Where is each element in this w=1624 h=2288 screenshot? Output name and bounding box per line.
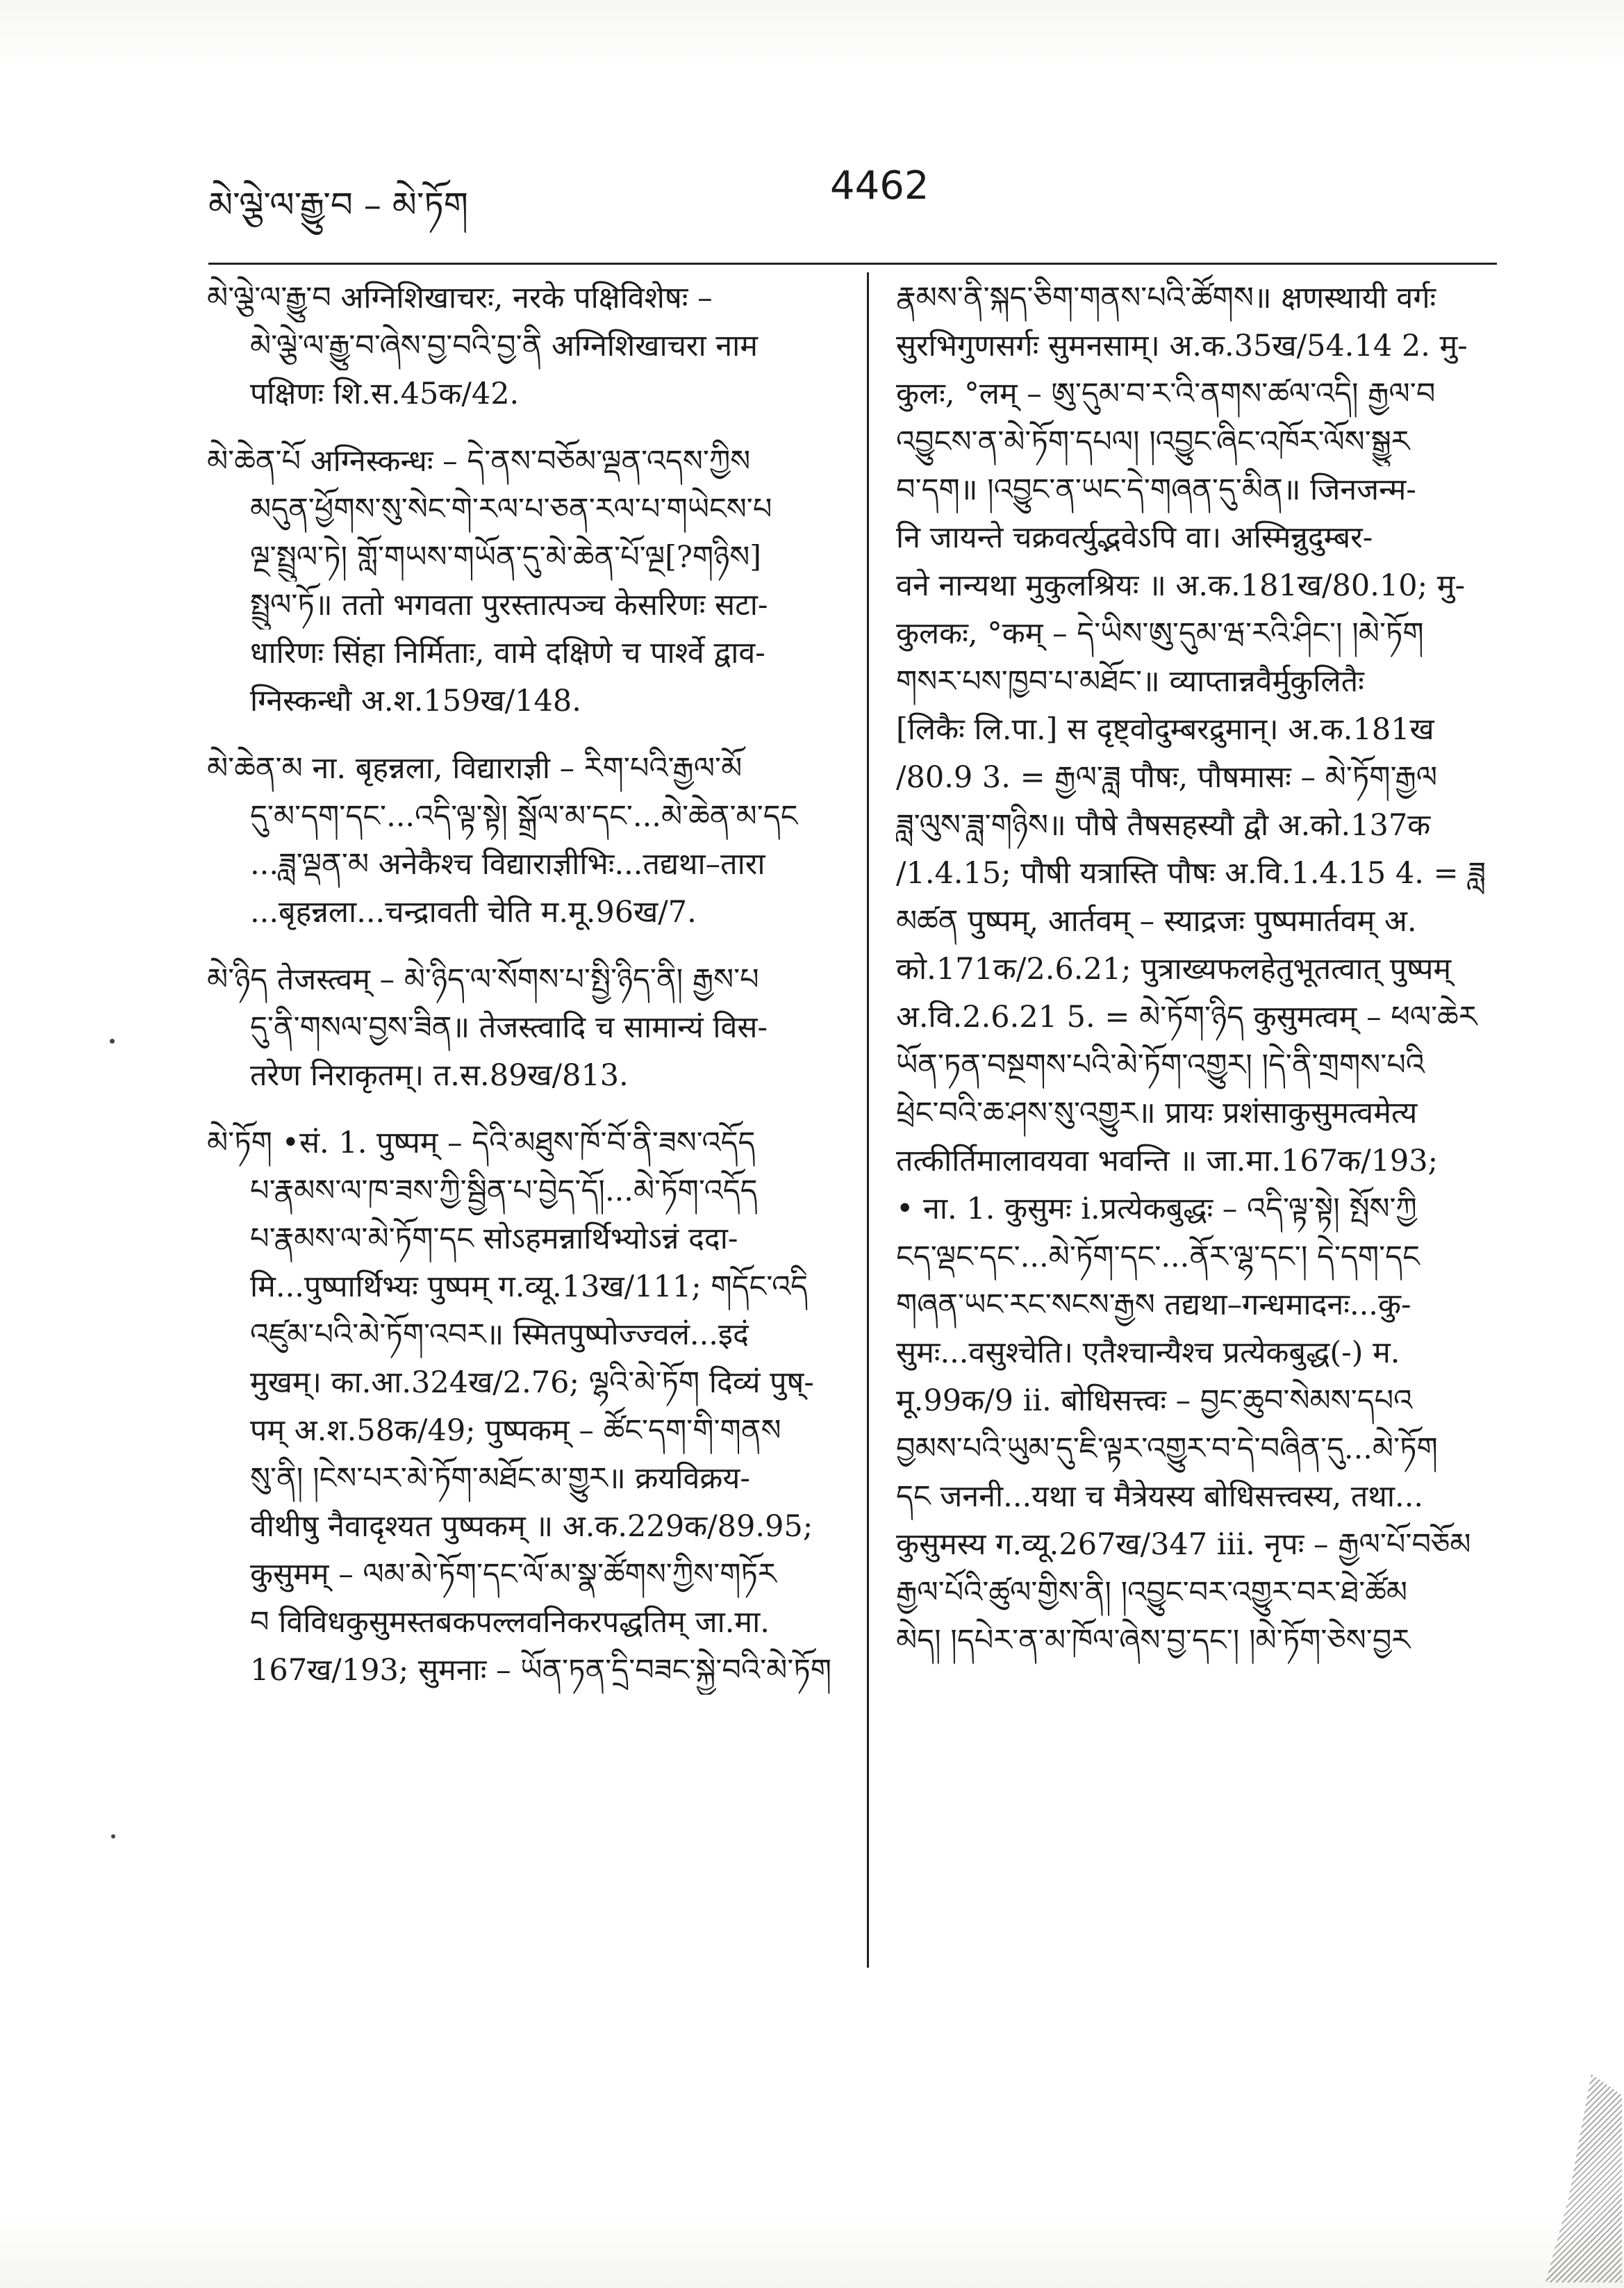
entry-line: གཞན་ཡང་རང་སངས་རྒྱས तद्यथा–गन्धमादनः...कु- xyxy=(896,1287,1411,1322)
entry-line: དུ་ནི་གསལ་བྱས་ཟིན॥ तेजस्त्वादि च सामान्यं विस- xyxy=(250,1010,768,1045)
entry-line: པ་རྣམས་ལ་མེ་ཏོག་དང सोऽहमन्नार्थिभ्योऽन्नं ददा- xyxy=(250,1221,738,1256)
entry-line: བ विविधकुसुमस्तबकपल्लवनिकरपद्धतिम् जा.मा. xyxy=(250,1605,770,1640)
entry-line: नि जायन्ते चक्रवर्त्युद्भवेऽपि वा। अस्मिन्नुदुम्बर- xyxy=(896,520,1373,555)
entry-line: སྤྲུལ་ཏོ॥ ततो भगवता पुरस्तात्पञ्च केसरिणः सटा- xyxy=(250,588,768,623)
entry-line: वने नान्यथा मुकुलश्रियः ॥ अ.क.181ख/80.10; मु- xyxy=(896,568,1465,603)
entry-line: རྒྱལ་པོའི་ཚུལ་གྱིས་ནི། །འབྱུང་བར་འགྱུར་བར་ཐེ་ཚོམ xyxy=(896,1575,1408,1610)
entry-line: གསར་པས་ཁྱབ་པ་མཐོང་॥ व्याप्तान्नवैर्मुकुलितैः xyxy=(896,664,1364,699)
entry-line: कुलकः, °कम् – དེ་ཡིས་ཨུ་དུམ་ཝ་རའི་ཤིང་། །མེ་ཏོག xyxy=(896,616,1424,651)
entry-line: मू.99क/9 ii. बोधिसत्त्वः – བྱང་ཆུབ་སེམས་དཔའ xyxy=(896,1383,1413,1418)
column-divider xyxy=(867,272,869,1968)
entry-line: པ་རྣམས་ལ་ཁ་ཟས་ཀྱི་སྦྱིན་པ་བྱེད་དོ།...མེ་ཏོག་འདོད xyxy=(250,1174,758,1208)
entry-headline: མེ་ཉིད तेजस्त्वम् – མེ་ཉིད་ལ་སོགས་པ་སྤྱི་ཉིད་ནི། རྒྱས་པ xyxy=(207,962,759,997)
entry-line: ཕྲེང་བའི་ཆ་ཤས་སུ་འགྱུར॥ प्रायः प्रशंसाकुसुमत्वमेत्य xyxy=(896,1096,1418,1130)
entry-line: ...ཟླ་ལྡན་མ अनेकैश्च विद्याराज्ञीभिः...तद्यथा–तारा xyxy=(250,847,765,882)
entry-line: ग्निस्कन्धौ अ.श.159ख/148. xyxy=(250,684,581,718)
dictionary-entry xyxy=(207,274,839,418)
entry-line: ལྔ་སྤྲུལ་ཏེ། གློ་གཡས་གཡོན་དུ་མེ་ཆེན་པོ་ལྔ[?གཉིས] xyxy=(250,540,761,575)
entry-line: कुलः, °लम् – ཨུ་དུམ་བ་ར་འི་ནགས་ཚལ་འདི། རྒྱལ་བ xyxy=(896,377,1436,411)
dictionary-entry xyxy=(207,745,839,937)
left-column xyxy=(207,274,839,1714)
right-column xyxy=(896,274,1500,1684)
entry-line: /80.9 3. = རྒྱལ་ཟླ पौषः, पौषमासः – མེ་ཏོག་རྒྱལ xyxy=(896,760,1438,795)
entry-line: 167ख/193; सुमनाः – ཡོན་ཏན་དྲི་བཟང་སྐྱེ་བའི་མེ་ཏོག xyxy=(250,1653,832,1688)
entry-line: कुसुमस्य ग.व्यू.267ख/347 iii. नृपः – རྒྱལ་པོ་བཅོམ xyxy=(896,1527,1471,1562)
dictionary-entry xyxy=(896,274,1500,1665)
entry-line: ...बृहन्नला...चन्द्रावती चेति म.मू.96ख/7. xyxy=(250,895,697,930)
entry-line: མེད། །དཔེར་ན་མ་ཁོལ་ཞེས་བྱ་དང་། །མེ་ཏོག་ཅེས་བྱར xyxy=(896,1623,1411,1658)
entry-line: སུ་ནི། །ངེས་པར་མེ་ཏོག་མཐོང་མ་གྱུར॥ क्रयविक्रय- xyxy=(250,1461,750,1496)
entry-line: དུ་མ་དག་དང་...འདི་ལྟ་སྟེ། སྒྲོལ་མ་དང་...མེ་ཆེན་མ་དང xyxy=(250,799,798,834)
entry-line: को.171क/2.6.21; पुत्राख्यफलहेतुभूतत्वात् पुष्पम् xyxy=(896,952,1452,987)
entry-headline: མེ་ལྕེ་ལ་རྒྱུ་བ अग्निशिखाचरः, नरके पक्षिविशेषः – xyxy=(207,281,713,315)
entry-line: सुरभिगुणसर्गः सुमनसाम्। अ.क.35ख/54.14 2. मु- xyxy=(896,329,1468,363)
page-number: 4462 xyxy=(830,163,929,208)
entry-line: དང जननी...यथा च मैत्रेयस्य बोधिसत्त्वस्य, तथा... xyxy=(896,1479,1424,1514)
entry-headline: མེ་ཆེན་པོ अग्निस्कन्धः – དེ་ནས་བཅོམ་ལྡན་འདས་ཀྱིས xyxy=(207,444,751,479)
entry-line: मुखम्। का.आ.324ख/2.76; ལྷའི་མེ་ཏོག दिव्यं पुष्- xyxy=(250,1365,814,1400)
speck xyxy=(110,1039,115,1044)
entry-line: पम् अ.श.58क/49; पुष्पकम् – ཚོང་དག་གི་གནས xyxy=(250,1413,781,1448)
entry-line: [लिकैः लि.पा.] स दृष्ट्वोदुम्बरद्रुमान्। अ.क.181ख xyxy=(896,712,1434,747)
dictionary-entry xyxy=(207,438,839,725)
speck xyxy=(111,1834,115,1838)
entry-line: ཟླ་ལུས་ཟླ་གཉིས॥ पौषे तैषसहस्यौ द्वौ अ.को.137क xyxy=(896,808,1431,843)
entry-line: पक्षिणः शि.स.45क/42. xyxy=(250,377,520,411)
dictionary-entry xyxy=(207,1119,839,1695)
dictionary-entry xyxy=(207,956,839,1100)
entry-line: कुसुमम् – ལམ་མེ་ཏོག་དང་ལོ་མ་སྣ་ཚོགས་ཀྱིས་གཏོར xyxy=(250,1557,777,1592)
entry-line: བ་དག॥ །འབྱུང་ན་ཡང་དེ་གཞན་དུ་མིན॥ जिनजन्म- xyxy=(896,472,1416,507)
entry-line: सुमः...वसुश्चेति। एतैश्चान्यैश्च प्रत्येकबुद्ध(-) म. xyxy=(896,1335,1400,1370)
entry-line: འབྱུངས་ན་མེ་ཏོག་དཔལ། །འབྱུང་ཞིང་འཁོར་ལོས་སྒྱུར xyxy=(896,425,1410,459)
entry-line: མེ་ལྕེ་ལ་རྒྱུ་བ་ཞེས་བྱ་བའི་བྱ་ནི अग्निशिखाचरा नाम xyxy=(250,329,758,363)
running-header: མེ་ལྕེ་ལ་རྒྱུ་བ – མེ་ཏོག xyxy=(208,185,468,225)
entry-line: अ.वि.2.6.21 5. = མེ་ཏོག་ཉིད कुसुमत्वम् – ཕལ་ཆེར xyxy=(896,1000,1477,1035)
entry-line: བྱམས་པའི་ཡུམ་དུ་ཇི་ལྟར་འགྱུར་བ་དེ་བཞིན་དུ...མེ་ཏོག xyxy=(896,1431,1438,1466)
header-rule xyxy=(208,263,1497,265)
entry-headline: རྣམས་ནི་སྐད་ཅིག་གནས་པའི་ཚོགས॥ क्षणस्थायी वर्गः xyxy=(896,281,1436,315)
entry-line: धारिणः सिंहा निर्मिताः, वामे दक्षिणे च पार्श्वे द्वाव- xyxy=(250,636,765,670)
entry-line: མཚན पुष्पम्, आर्तवम् – स्याद्रजः पुष्पमार्तवम् अ. xyxy=(896,904,1417,939)
entry-line: འཛུམ་པའི་མེ་ཏོག་འབར॥ स्मितपुष्पोज्ज्वलं...इदं xyxy=(250,1317,749,1352)
entry-line: वीथीषु नैवादृश्यत पुष्पकम् ॥ अ.क.229क/89.95; xyxy=(250,1509,813,1544)
entry-line: तरेण निराकृतम्। त.स.89ख/813. xyxy=(250,1058,629,1093)
entry-line: /1.4.15; पौषी यत्रास्ति पौषः अ.वि.1.4.15 4. = ཟླ xyxy=(896,856,1486,891)
entry-headline: མེ་ཏོག •सं. 1. पुष्पम् – དེའི་མཐུས་ཁོ་བོ་ནི་ཟས་འདོད xyxy=(207,1126,756,1160)
entry-line: • ना. 1. कुसुमः i.प्रत्येकबुद्धः – འདི་ལྟ་སྟེ། སྤོས་ཀྱི xyxy=(896,1192,1417,1226)
entry-headline: མེ་ཆེན་མ ना. बृहन्नला, विद्याराज्ञी – རིག་པའི་རྒྱལ་མོ xyxy=(207,751,743,786)
entry-line: तत्कीर्तिमालावयवा भवन्ति ॥ जा.मा.167क/193; xyxy=(896,1144,1439,1178)
scan-edge-artifact xyxy=(1546,2074,1622,2282)
entry-line: ཡོན་ཏན་བསྔགས་པའི་མེ་ཏོག་འགྱུར། །དེ་ནི་གྲགས་པའི xyxy=(896,1048,1425,1083)
entry-line: ངད་ལྡང་དང་...མེ་ཏོག་དང་...ནོར་ལྷ་དང་། དེ་དག་དང xyxy=(896,1240,1420,1274)
entry-line: मि...पुष्पार्थिभ्यः पुष्पम् ग.व्यू.13ख/111; གདོང་འདི xyxy=(250,1269,809,1304)
entry-line: མདུན་ཕྱོགས་སུ་སེང་གེ་རལ་པ་ཅན་རལ་པ་གཡེངས་པ xyxy=(250,492,772,527)
